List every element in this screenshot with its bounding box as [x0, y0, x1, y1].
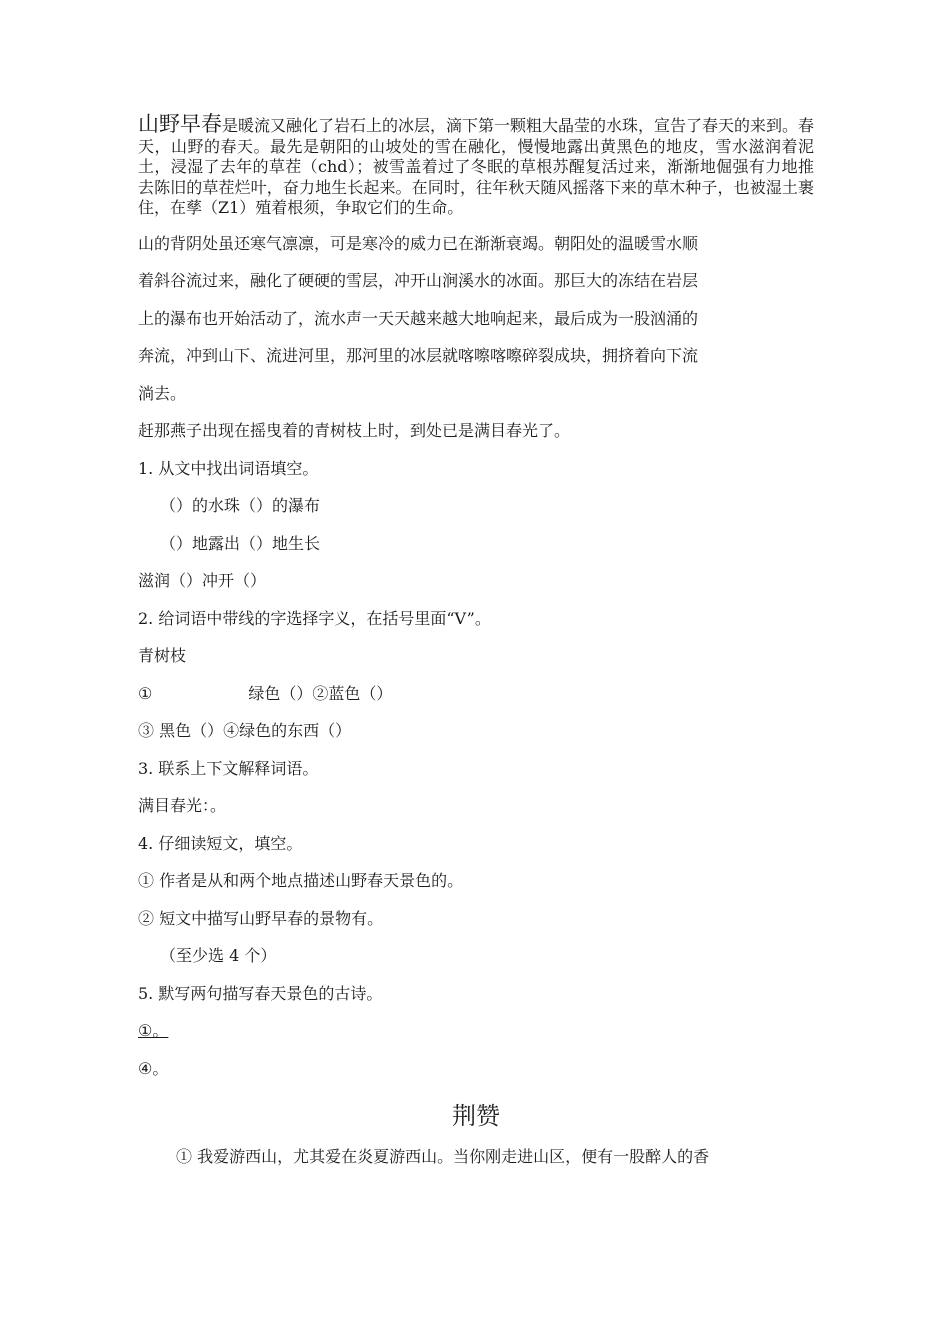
question-2-word: 青树枝	[138, 646, 187, 665]
passage2-first-line: ① 我爱游西山，尤其爱在炎夏游西山。当你刚走进山区，便有一股醉人的香	[176, 1147, 710, 1166]
question-5-answer-2: ④。	[138, 1058, 169, 1078]
question-4-1: ① 作者是从和两个地点描述山野春天景色的。	[138, 871, 464, 890]
passage1-p2-line-4: 奔流，冲到山下、流进河里，那河里的冰层就喀嚓喀嚓碎裂成块，拥挤着向下流	[138, 346, 699, 365]
question-2-option-1-number: ①	[138, 683, 153, 703]
document-page	[138, 114, 814, 1171]
question-2-options-1	[138, 675, 814, 713]
question-1-b: （）地露出（）地生长	[160, 533, 321, 553]
passage1-title: 山野早春	[138, 112, 222, 136]
question-1-a: （）的水珠（）的瀑布	[160, 496, 321, 515]
question-3-word: 满目春光：。	[138, 796, 227, 815]
question-2: 2. 给词语中带线的字选择字义，在括号里面“V”。	[138, 608, 491, 628]
passage1-p2-line-1: 山的背阴处虽还寒气凛凛，可是寒冷的威力已在渐渐衰竭。朝阳处的温暖雪水顺	[138, 233, 699, 253]
question-5-answer-1	[138, 1012, 814, 1050]
question-4-2: ② 短文中描写山野早春的景物有。	[138, 908, 384, 928]
question-4-note: （至少选 4 个）	[160, 946, 277, 965]
passage2-title: 荆赞	[452, 1102, 500, 1130]
question-4: 4. 仔细读短文，填空。	[138, 833, 303, 853]
question-2-options-2: ③ 黑色（）④绿色的东西（）	[138, 721, 352, 740]
passage1-p2-line-2: 着斜谷流过来，融化了硬硬的雪层，冲开山涧溪水的冰面。那巨大的冻结在岩层	[138, 271, 699, 290]
passage1-p3: 赶那燕子出现在摇曳着的青树枝上时，到处已是满目春光了。	[138, 421, 571, 440]
passage1-intro	[138, 114, 814, 219]
question-5-answer-1-text: ①。	[138, 1021, 169, 1040]
passage1-intro-text: 是暖流又融化了岩石上的冰层，滴下第一颗粗大晶莹的水珠，宣告了春天的来到。春天，山野的春天。最先是朝阳的山坡处的雪在融化，慢慢地露出黄黑色的地皮，雪水滋润着泥土，浸湿了去年的草茬（chd）；被雪盖着过了冬眠的草根苏醒复活过来，渐渐地倔强有力地推去陈旧的草茬烂叶，奋力地生长起来。在同时，往年秋天随风摇落下来的草木种子，也被湿土裹住，在孳（Z1）殖着根须，争取它们的生命。	[138, 116, 815, 217]
question-2-options-1-text: 绿色（）②蓝色（）	[248, 683, 393, 703]
passage1-p2-line-5: 淌去。	[138, 383, 187, 403]
question-3: 3. 联系上下文解释词语。	[138, 758, 319, 778]
question-5: 5. 默写两句描写春天景色的古诗。	[138, 983, 383, 1003]
question-1-c: 滋润（）冲开（）	[138, 571, 267, 590]
question-1: 1. 从文中找出词语填空。	[138, 458, 319, 478]
passage1-p2-line-3: 上的瀑布也开始活动了，流水声一天天越来越大地响起来，最后成为一股汹涌的	[138, 308, 699, 328]
